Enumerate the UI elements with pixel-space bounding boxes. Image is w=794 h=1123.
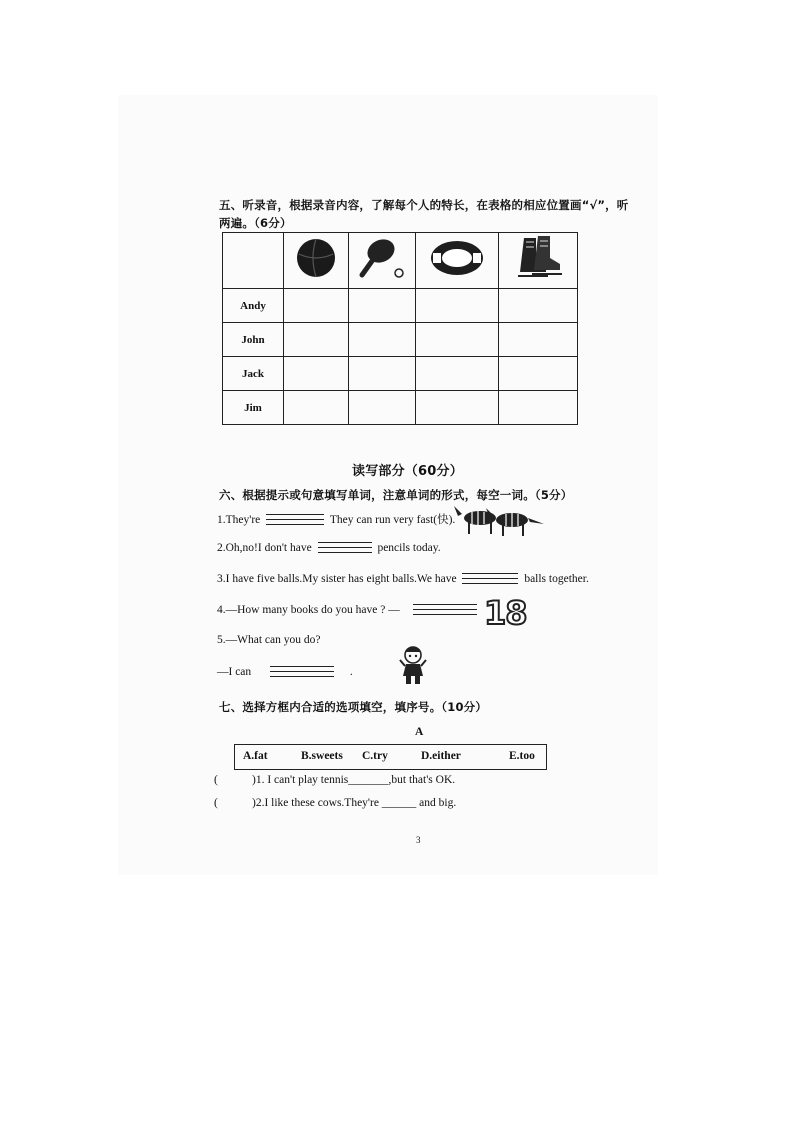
answer-cell[interactable] <box>416 357 499 391</box>
q2-answer-blank[interactable] <box>318 542 372 554</box>
q4-answer-blank[interactable] <box>413 604 477 616</box>
option-c: C.try <box>362 750 388 762</box>
row-name: Jack <box>223 357 284 391</box>
boy-drawing-icon <box>398 644 428 686</box>
question-3 <box>217 573 589 585</box>
q2-text-after: pencils today. <box>377 542 441 554</box>
answer-cell[interactable] <box>349 289 416 323</box>
zebra-icon <box>450 500 550 538</box>
row-name: John <box>223 323 284 357</box>
ping-pong-paddle-icon <box>357 235 407 281</box>
answer-cell[interactable] <box>416 391 499 425</box>
q3-text-after: balls together. <box>524 573 589 585</box>
q3-answer-blank[interactable] <box>462 573 518 585</box>
question-1 <box>217 511 455 527</box>
question-5 <box>217 666 353 678</box>
section7-title: 七、选择方框内合适的选项填空，填序号。（10分） <box>219 700 488 714</box>
section6-title: 六、根据提示或句意填写单词，注意单词的形式，每空一词。（5分） <box>219 488 573 502</box>
q3-text-before: 3.I have five balls.My sister has eight balls.We have <box>217 573 457 585</box>
option-e: E.too <box>509 750 535 762</box>
choice-q1-paren[interactable]: ( <box>214 774 218 786</box>
question-4 <box>217 604 480 616</box>
section5-title-line1: 五、听录音，根据录音内容，了解每个人的特长，在表格的相应位置画“√”，听 <box>219 198 629 212</box>
table-corner-cell <box>223 233 284 289</box>
choice-q2-paren[interactable]: ( <box>214 797 218 809</box>
q1-text-after: They can run very fast(快). <box>329 514 456 526</box>
answer-cell[interactable] <box>499 357 578 391</box>
part-title: 读写部分（60分） <box>352 464 463 479</box>
q1-answer-blank[interactable] <box>266 514 324 526</box>
q1-text-before: 1.They're <box>217 514 261 526</box>
page-number: 3 <box>416 835 421 845</box>
section7-subheading: A <box>415 726 424 738</box>
choice-q1-text: )1. I can't play tennis_______,but that's OK. <box>252 774 456 786</box>
option-d: D.either <box>421 750 461 762</box>
q5-answer-blank[interactable] <box>270 666 334 678</box>
answer-cell[interactable] <box>284 289 349 323</box>
row-name: Andy <box>223 289 284 323</box>
options-box <box>234 744 547 770</box>
answer-cell[interactable] <box>416 289 499 323</box>
q5-text-after: . <box>349 666 353 678</box>
answer-cell[interactable] <box>499 289 578 323</box>
header-cell-pingpong <box>349 233 416 289</box>
q5-text-before: —I can <box>217 666 252 678</box>
answer-cell[interactable] <box>499 323 578 357</box>
swim-ring-icon <box>427 237 487 279</box>
section5-title-line2: 两遍。（6分） <box>219 216 292 230</box>
q4-text-before: 4.—How many books do you have ? — <box>217 604 400 616</box>
option-a: A.fat <box>243 750 268 762</box>
header-cell-swimming <box>416 233 499 289</box>
answer-cell[interactable] <box>349 357 416 391</box>
answer-cell[interactable] <box>349 391 416 425</box>
answer-cell[interactable] <box>284 357 349 391</box>
answer-cell[interactable] <box>349 323 416 357</box>
answer-cell[interactable] <box>416 323 499 357</box>
specialty-table <box>222 232 578 425</box>
question-5-line1: 5.—What can you do? <box>217 634 321 646</box>
question-2 <box>217 542 441 554</box>
answer-cell[interactable] <box>499 391 578 425</box>
row-name: Jim <box>223 391 284 425</box>
answer-cell[interactable] <box>284 323 349 357</box>
number-18-picture: 18 <box>484 594 527 632</box>
header-cell-skating <box>499 233 578 289</box>
answer-cell[interactable] <box>284 391 349 425</box>
header-cell-basketball <box>284 233 349 289</box>
option-b: B.sweets <box>301 750 343 762</box>
basketball-icon <box>294 236 338 280</box>
q2-text-before: 2.Oh,no!I don't have <box>217 542 312 554</box>
ice-skates-icon <box>510 234 566 282</box>
choice-q2-text: )2.I like these cows.They're ______ and big. <box>252 797 457 809</box>
